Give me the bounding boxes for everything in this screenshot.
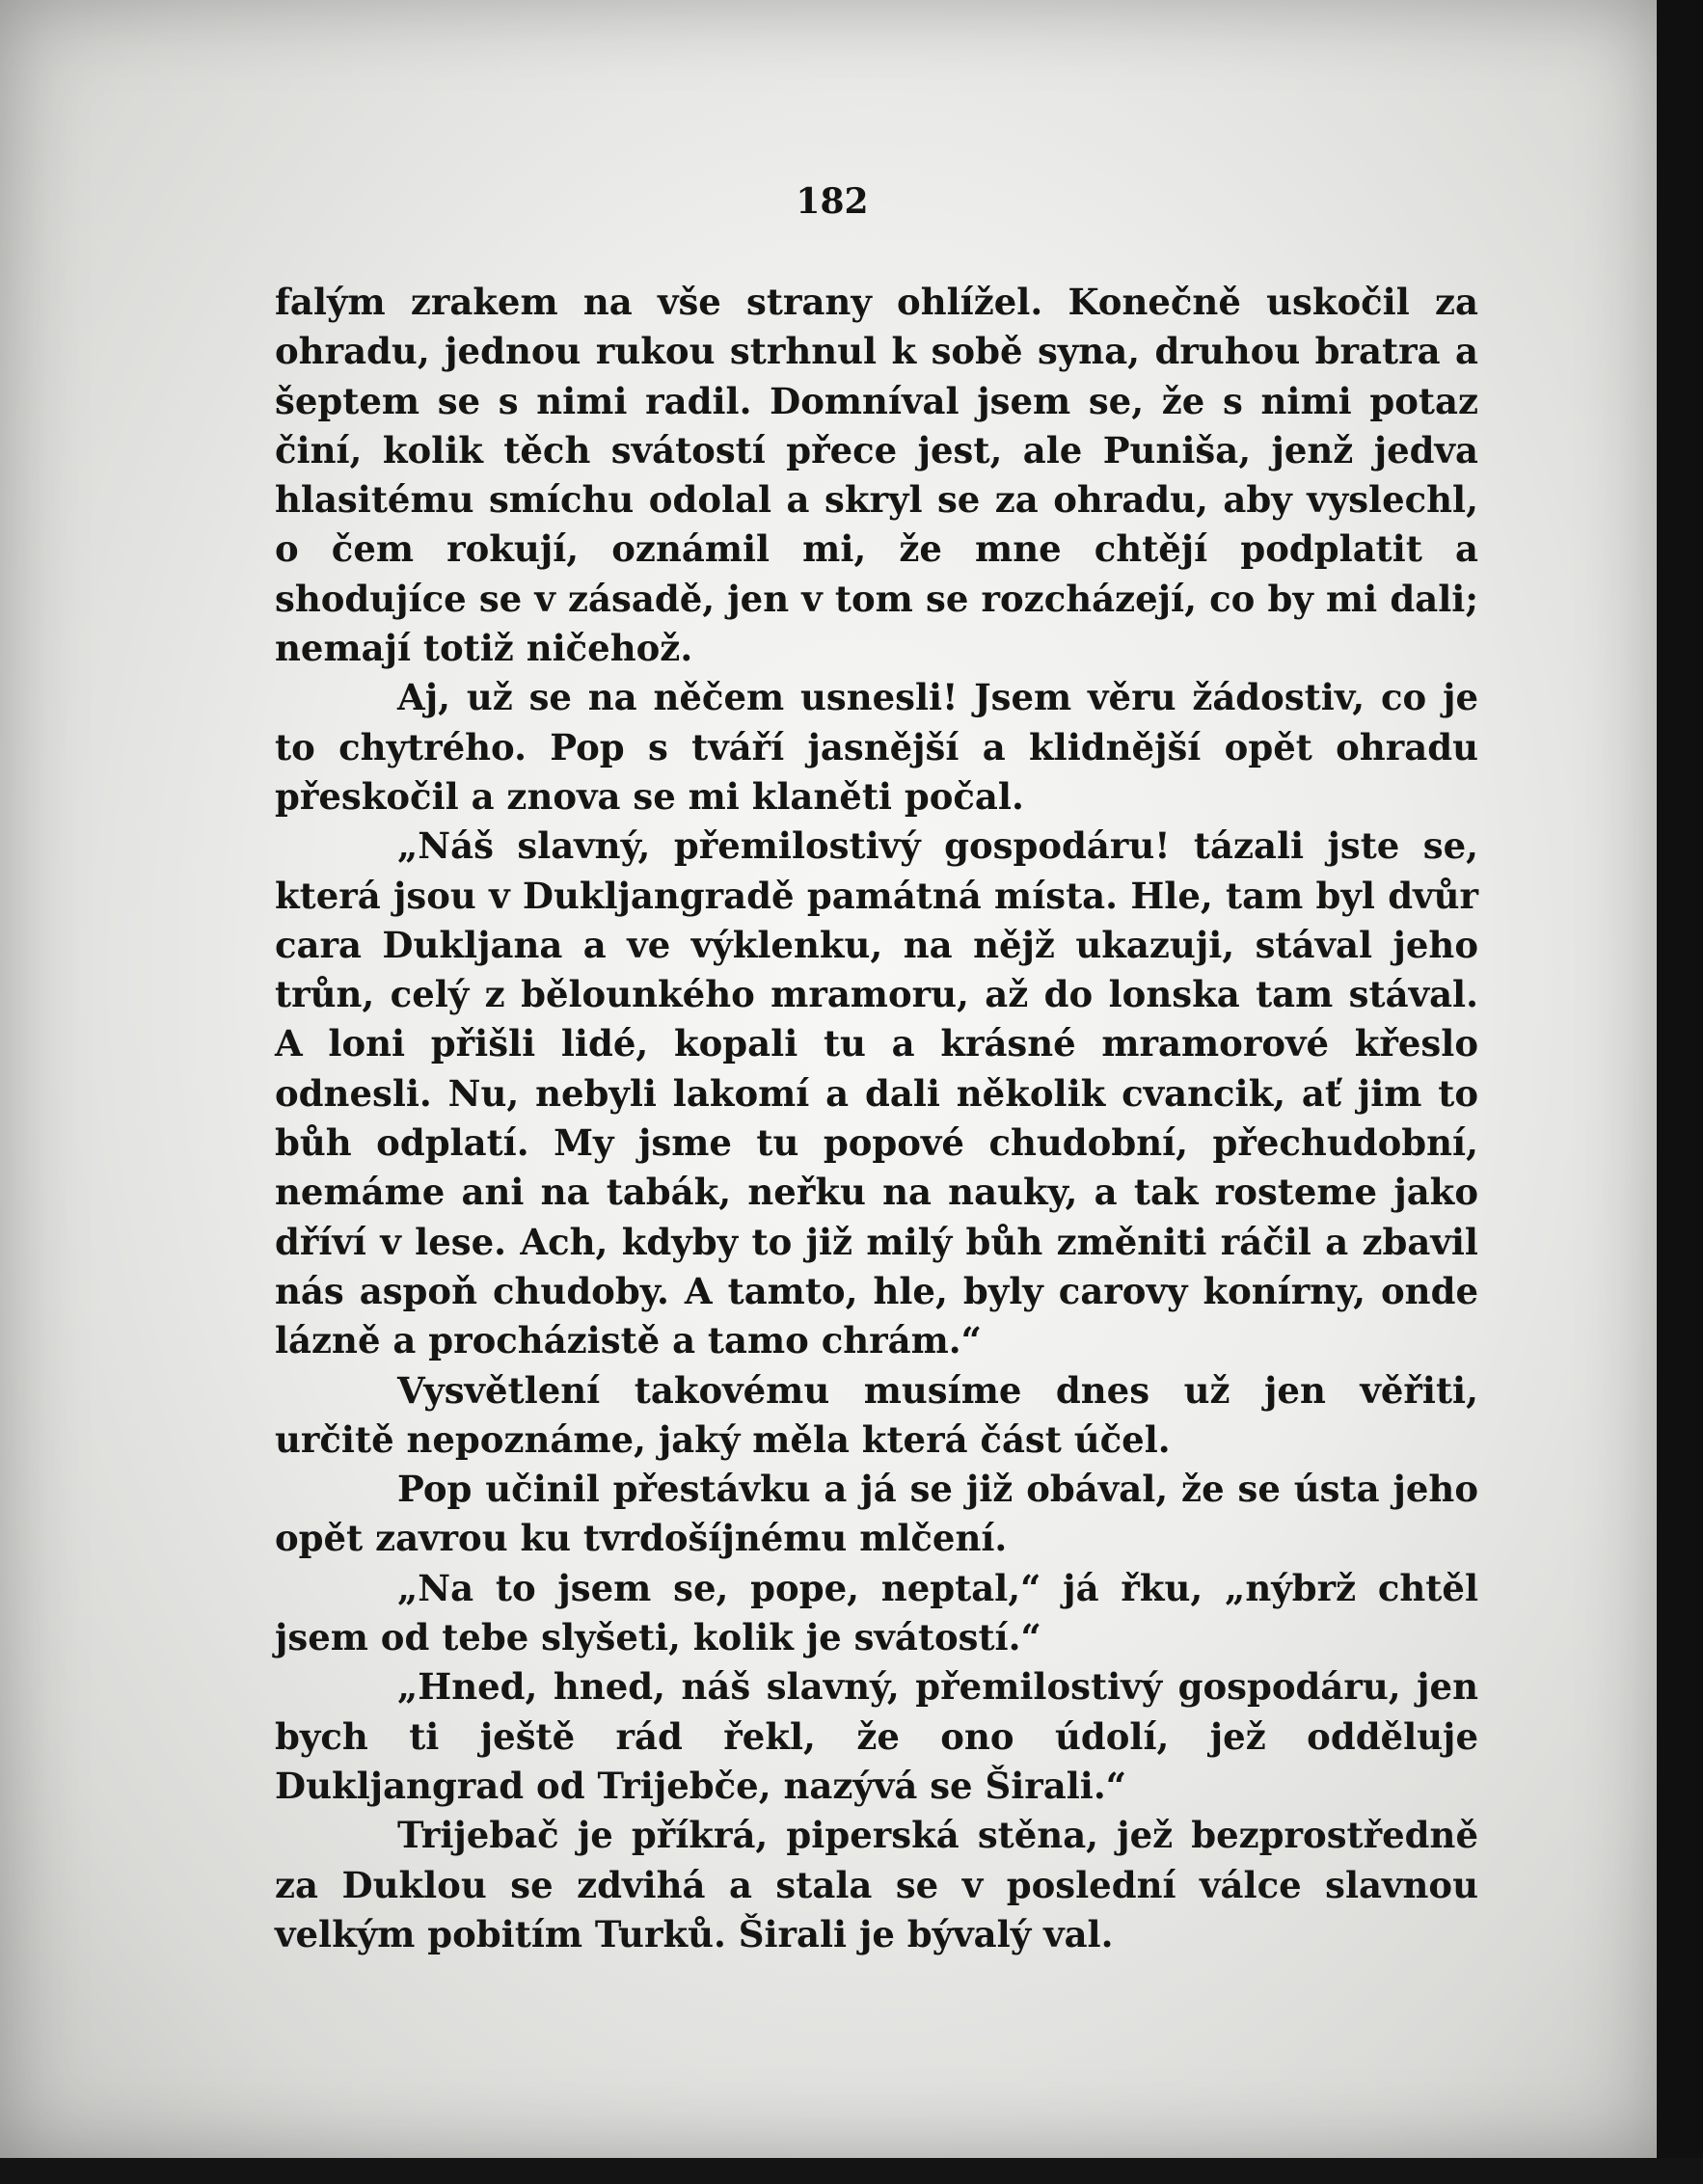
paragraph: Trijebač je příkrá, piperská stěna, jež bezprostředně za Duklou se zdvihá a stala se v poslední válce slavnou velkým pobitím Turků. Širali je bývalý val. xyxy=(275,1814,1478,1955)
page-number: 182 xyxy=(796,181,869,222)
paragraph: Pop učinil přestávku a já se již obával, že se ústa jeho opět zavrou ku tvrdošíjnému mlčení. xyxy=(275,1468,1478,1560)
paragraph: „Na to jsem se, pope, neptal,“ já řku, „nýbrž chtěl jsem od tebe slyšeti, kolik je svátostí.“ xyxy=(275,1566,1478,1659)
paragraph: Vysvětlení takovému musíme dnes už jen věřiti, určitě nepoznáme, jaký měla která část účel. xyxy=(275,1368,1478,1461)
scan-border-right xyxy=(1657,0,1703,2184)
paragraph: „Hned, hned, náš slavný, přemilostivý gospodáru, jen bych ti ještě rád řekl, že ono údolí, jež odděluje Dukljangrad od Trijebče, nazývá se Širali.“ xyxy=(275,1665,1478,1807)
paragraph: Aj, už se na něčem usnesli! Jsem věru žádostiv, co je to chytrého. Pop s tváří jasnější a klidnější opět ohradu přeskočil a znova se mi klaněti počal. xyxy=(275,676,1478,818)
body-text xyxy=(275,278,1478,1959)
paragraph: „Náš slavný, přemilostivý gospodáru! tázali jste se, která jsou v Dukljangradě památná místa. Hle, tam byl dvůr cara Dukljana a ve výklenku, na nějž ukazuji, stával jeho trůn, celý z bělounkého mramoru, až do lonska tam stával. A loni přišli lidé, kopali tu a krásné mramorové křeslo odnesli. Nu, nebyli lakomí a dali několik cvancik, ať jim to bůh odplatí. My jsme tu popové chudobní, přechudobní, nemáme ani na tabák, neřku na nauky, a tak rosteme jako dříví v lese. Ach, kdyby to již milý bůh změniti ráčil a zbavil nás aspoň chudoby. A tamto, hle, byly carovy konírny, onde lázně a procházistě a tamo chrám.“ xyxy=(275,824,1478,1362)
scan-border-bottom xyxy=(0,2158,1703,2184)
paragraph: falým zrakem na vše strany ohlížel. Konečně uskočil za ohradu, jednou rukou strhnul k sobě syna, druhou bratra a šeptem se s nimi radil. Domníval jsem se, že s nimi potaz činí, kolik těch svátostí přece jest, ale Puniša, jenž jedva hlasitému smíchu odolal a skryl se za ohradu, aby vyslechl, o čem rokují, oznámil mi, že mne chtějí podplatit a shodujíce se v zásadě, jen v tom se rozcházejí, co by mi dali; nemají totiž ničehož. xyxy=(275,281,1478,670)
